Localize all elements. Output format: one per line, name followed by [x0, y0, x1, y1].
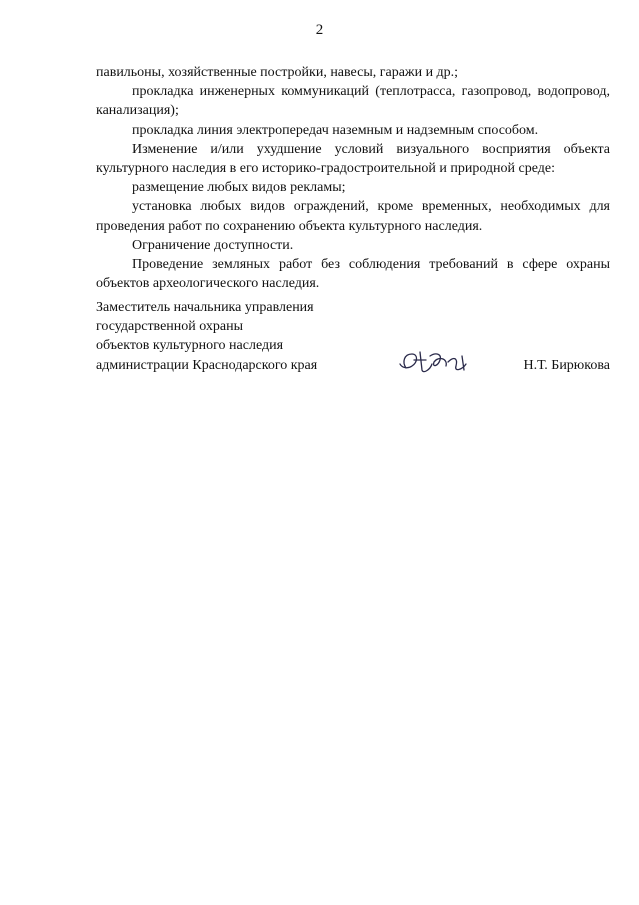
- page-number: 2: [315, 22, 324, 38]
- body-paragraph: установка любых видов ограждений, кроме временных, необходимых для проведения работ по сохранению объекта культурного наследия.: [96, 199, 610, 234]
- body-paragraph: Проведение земляных работ без соблюдения требований в сфере охраны объектов археологического наследия.: [96, 257, 610, 292]
- body-paragraph: размещение любых видов рекламы;: [132, 180, 346, 196]
- body-paragraph: прокладка инженерных коммуникаций (теплотрасса, газопровод, водопровод, канализация);: [96, 84, 610, 119]
- body-paragraph: Изменение и/или ухудшение условий визуального восприятия объекта культурного наследия в его историко-градостроительной и природной среде:: [96, 141, 610, 177]
- document-body: [96, 63, 610, 293]
- body-paragraph: Ограничение доступности.: [132, 237, 294, 253]
- signatory-position-line: государственной охраны: [96, 319, 244, 335]
- handwritten-signature-icon: [396, 346, 476, 376]
- signatory-position-line: объектов культурного наследия: [96, 338, 284, 354]
- body-paragraph: павильоны, хозяйственные постройки, навесы, гаражи и др.;: [96, 65, 459, 80]
- signature-block: [96, 298, 610, 375]
- signatory-position-line: администрации Краснодарского края: [96, 357, 318, 373]
- signatory-name: Н.Т. Бирюкова: [523, 357, 610, 373]
- signatory-position-line: Заместитель начальника управления: [96, 300, 314, 315]
- body-paragraph: прокладка линия электропередач наземным и надземным способом.: [132, 122, 539, 138]
